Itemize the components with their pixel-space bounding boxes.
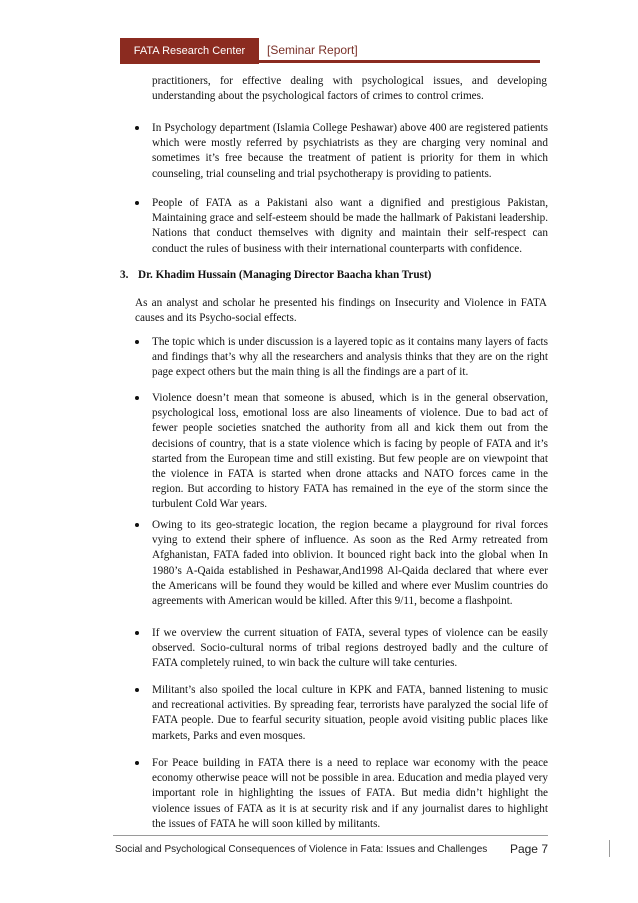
section-intro: As an analyst and scholar he presented his findings on Insecurity and Violence in FATA causes and its Psycho-social effects. <box>135 297 547 325</box>
bullet-text: If we overview the current situation of FATA, several types of violence can be easily observed. Socio-cultural norms of tribal regions destroyed badly and the culture of FATA completely ruined, to win back the culture will take centuries. <box>152 627 548 670</box>
bullet-text: The topic which is under discussion is a layered topic as it contains many layers of facts and findings that’s why all the researchers and analysis thinks that they are on the right page expect others but the main thing is all the findings are a part of it. <box>152 336 548 379</box>
continued-paragraph: practitioners, for effective dealing with psychological issues, and developing understanding about the psychological factors of crimes to control crimes. <box>152 75 547 103</box>
bullet-text: Owing to its geo-strategic location, the region became a playground for rival forces vying to extend their sphere of influence. As soon as the Red Army retreated from Afghanistan, FATA faded into oblivion. It bounced right back into the global when In 1980’s A-Qaida established in Peshawar,And1998 Al-Qaida declared that where ever the Americans will be found they would be killed and where ever Muslim countries do agreements with American would be killed. After this 9/11, become a flashpoint. <box>152 519 548 608</box>
bullet-text: People of FATA as a Pakistani also want a dignified and prestigious Pakistan, Maintaining grace and self-esteem should be made the hallmark of Pakistani leadership. Nations that conduct themselves with dignity and maintain their self-respect can conduct the rules of business with their international counterparts with confidence. <box>152 197 548 255</box>
header-org-label: FATA Research Center <box>120 38 259 64</box>
list-item <box>120 518 548 609</box>
bullet-icon <box>135 126 139 130</box>
list-item <box>120 121 548 182</box>
bullet-icon <box>135 631 139 635</box>
footer-title: Social and Psychological Consequences of Violence in Fata: Issues and Challenges <box>115 844 488 855</box>
bullet-icon <box>135 340 139 344</box>
page-footer <box>113 835 548 860</box>
section-title: Dr. Khadim Hussain (Managing Director Baacha khan Trust) <box>138 269 432 281</box>
header-doc-type: [Seminar Report] <box>267 43 358 57</box>
list-item <box>120 335 548 381</box>
list-item <box>120 626 548 672</box>
bullet-icon <box>135 396 139 400</box>
bullet-icon <box>135 761 139 765</box>
page-header <box>120 38 540 64</box>
section-heading <box>120 269 431 281</box>
list-item <box>120 683 548 744</box>
page-number: Page 7 <box>509 842 548 856</box>
list-item <box>120 196 548 257</box>
bullet-icon <box>135 201 139 205</box>
bullet-text: Militant’s also spoiled the local culture in KPK and FATA, banned listening to music and recreational activities. By spreading fear, terrorists have paralyzed the social life of FATA people. Due to fearful security situation, people avoid visiting public places like markets, Parks and even mosques. <box>152 684 548 742</box>
bullet-icon <box>135 688 139 692</box>
bullet-icon <box>135 523 139 527</box>
section-number: 3. <box>120 269 129 281</box>
bullet-text: Violence doesn’t mean that someone is abused, which is in the general observation, psychological loss, emotional loss are also lineaments of violence. Due to bad act of fewer people societies snatched the authority from all and kick them out from the decisions of country, that is a state violence which is facing by people of FATA and it’s started from the European time and still existing. But few people are on viewpoint that the violence in FATA is started when drone attacks and NATO forces came in the region. But according to history FATA has remained in the eye of the storm since the turbulent Cold War years. <box>152 392 548 511</box>
bullet-text: In Psychology department (Islamia College Peshawar) above 400 are registered patients which were mostly referred by psychiatrists as they are charging very nominal and sometimes it’s free because the treatment of patient is priority for them in which counseling, trial counseling and trial psychotherapy is providing to patients. <box>152 122 548 180</box>
list-item <box>120 391 548 513</box>
list-item <box>120 756 548 832</box>
footer-divider <box>609 840 610 857</box>
bullet-text: For Peace building in FATA there is a need to replace war economy with the peace economy otherwise peace will not be possible in area. Education and media played very important role in highlighting the issues of FATA. But media didn’t highlight the violence issues of FATA as it is at security risk and if any journalist dares to highlight the issues of FATA he will soon killed by militants. <box>152 757 548 830</box>
